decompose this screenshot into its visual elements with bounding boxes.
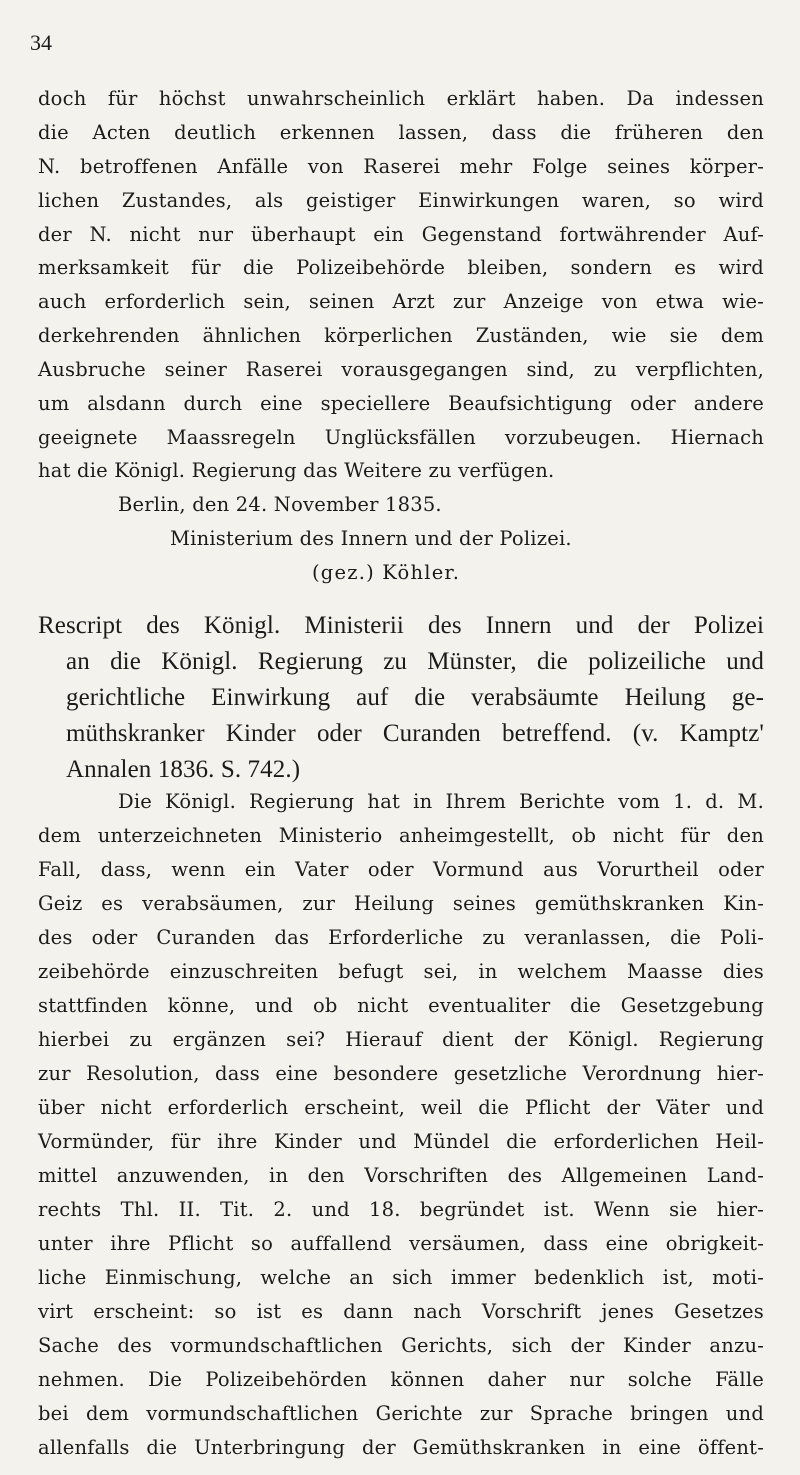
text-line: Fall, dass, wenn ein Vater oder Vormund aus Vorurtheil oder <box>38 858 764 881</box>
text-line: der N. nicht nur überhaupt ein Gegenstand fortwährender Auf- <box>38 223 764 246</box>
text-line: unter ihre Pflicht so auffallend versäumen, dass eine obrigkeit- <box>38 1232 764 1255</box>
text-line: Die Königl. Regierung hat in Ihrem Berichte vom 1. d. M. <box>118 790 764 813</box>
text-line: liche Einmischung, welche an sich immer bedenklich ist, moti- <box>38 1266 764 1289</box>
place-date: Berlin, den 24. November 1835. <box>118 493 442 516</box>
heading-line: an die Königl. Regierung zu Münster, die polizeiliche und <box>66 648 764 675</box>
text-line: um alsdann durch eine speciellere Beaufsichtigung oder andere <box>38 392 764 415</box>
text-line: allenfalls die Unterbringung der Gemüthskranken in eine öffent- <box>38 1436 764 1459</box>
text-line: Ausbruche seiner Raserei vorausgegangen sind, zu verpflichten, <box>38 358 764 381</box>
text-line: Geiz es verabsäumen, zur Heilung seines gemüthskranken Kin- <box>38 892 764 915</box>
text-line: auch erforderlich sein, seinen Arzt zur Anzeige von etwa wie- <box>38 290 764 313</box>
signatory: (gez.) Köhler. <box>312 561 461 584</box>
text-line: rechts Thl. II. Tit. 2. und 18. begründet ist. Wenn sie hier- <box>38 1198 764 1221</box>
text-line: zeibehörde einzuschreiten befugt sei, in welchem Maasse dies <box>38 960 764 983</box>
text-line: merksamkeit für die Polizeibehörde bleiben, sondern es wird <box>38 256 764 279</box>
heading-line: Annalen 1836. S. 742.) <box>66 756 301 783</box>
heading-line: müthskranker Kinder oder Curanden betreffend. (v. Kamptz' <box>66 720 764 747</box>
text-line: virt erscheint: so ist es dann nach Vorschrift jenes Gesetzes <box>38 1300 764 1323</box>
text-line: geeignete Maassregeln Unglücksfällen vorzubeugen. Hiernach <box>38 426 764 449</box>
text-line: lichen Zustandes, als geistiger Einwirkungen waren, so wird <box>38 189 764 212</box>
text-line: Vormünder, für ihre Kinder und Mündel die erforderlichen Heil- <box>38 1130 764 1153</box>
text-line: Sache des vormundschaftlichen Gerichts, sich der Kinder anzu- <box>38 1334 764 1357</box>
text-line: hierbei zu ergänzen sei? Hierauf dient der Königl. Regierung <box>38 1028 764 1051</box>
heading-line: gerichtliche Einwirkung auf die verabsäumte Heilung ge- <box>66 684 764 711</box>
text-line: die Acten deutlich erkennen lassen, dass die früheren den <box>38 121 764 144</box>
text-line: über nicht erforderlich erscheint, weil die Pflicht der Väter und <box>38 1096 764 1119</box>
text-line: N. betroffenen Anfälle von Raserei mehr Folge seines körper- <box>38 155 764 178</box>
text-line: zur Resolution, dass eine besondere gesetzliche Verordnung hier- <box>38 1062 764 1085</box>
ministry-name: Ministerium des Innern und der Polizei. <box>170 527 572 550</box>
text-line: derkehrenden ähnlichen körperlichen Zuständen, wie sie dem <box>38 324 764 347</box>
text-line: doch für höchst unwahrscheinlich erklärt haben. Da indessen <box>38 87 764 110</box>
text-line: hat die Königl. Regierung das Weitere zu verfügen. <box>38 459 555 482</box>
page-number: 34 <box>30 30 52 55</box>
text-line: des oder Curanden das Erforderliche zu veranlassen, die Poli- <box>38 926 764 949</box>
text-line: bei dem vormundschaftlichen Gerichte zur Sprache bringen und <box>38 1402 764 1425</box>
text-line: nehmen. Die Polizeibehörden können daher nur solche Fälle <box>38 1368 764 1391</box>
text-line: dem unterzeichneten Ministerio anheimgestellt, ob nicht für den <box>38 824 764 847</box>
heading-line: Rescript des Königl. Ministerii des Innern und der Polizei <box>38 612 764 639</box>
text-line: mittel anzuwenden, in den Vorschriften des Allgemeinen Land- <box>38 1164 764 1187</box>
text-line: stattfinden könne, und ob nicht eventualiter die Gesetzgebung <box>38 994 764 1017</box>
